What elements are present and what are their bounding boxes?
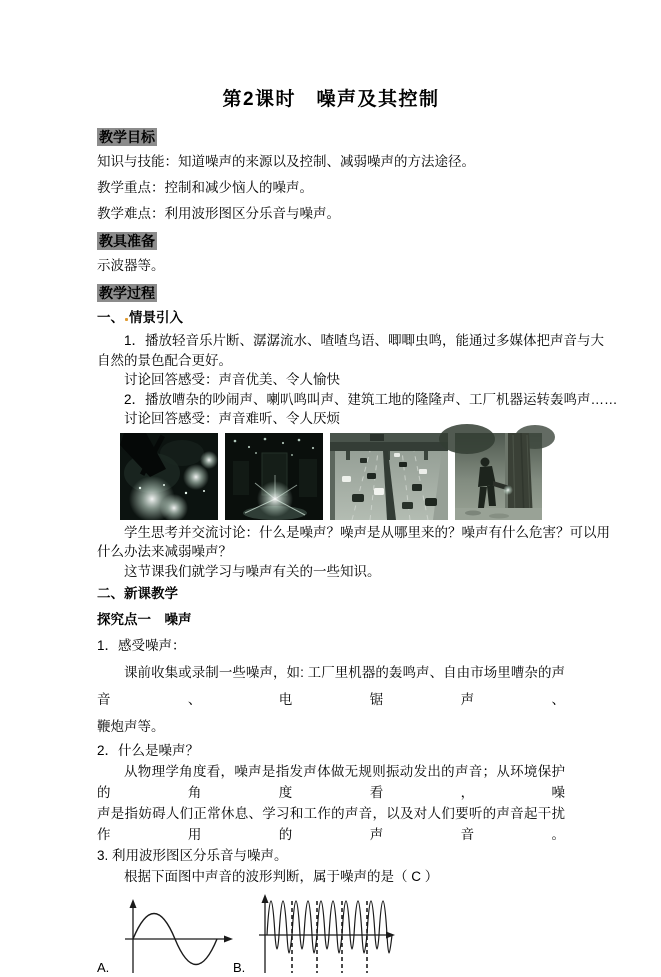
section-intro-title: 情景引入 (129, 310, 183, 325)
section-intro-heading (97, 305, 565, 331)
intro-item2-line: 2．播放嘈杂的吵闹声、喇叭鸣叫声、建筑工地的隆隆声、工厂机器运转轰鸣声…… (124, 391, 618, 407)
factory-sparks-photo (120, 433, 218, 520)
goal-difficulty-line: 教学难点：利用波形图区分乐音与噪声。 (97, 206, 340, 221)
photo-strip (120, 433, 565, 520)
tools-line: 示波器等。 (97, 258, 165, 273)
highway-traffic-photo (330, 433, 448, 520)
think-line1: 学生思考并交流讨论：什么是噪声？噪声是从哪里来的？噪声有什么危害？可以用 (124, 524, 610, 540)
goal-knowledge-line: 知识与技能：知道噪声的来源以及控制、减弱噪声的方法途径。 (97, 154, 475, 169)
waveform-a-label: A. (97, 960, 110, 975)
teach-item1-line2: 鞭炮声等。 (97, 719, 165, 734)
teaching-tools-heading: 教具准备 (99, 233, 155, 249)
teach-item2-line1: 从物理学角度看，噪声是指发声体做无规则振动发出的声音；从环境保护的角度看，噪 (97, 764, 565, 800)
workshop-sparks-photo (225, 433, 323, 520)
waveform-a-figure (123, 899, 233, 977)
waveform-question: 根据下面图中声音的波形判断，属于噪声的是（ C ） (124, 869, 439, 884)
think-line2: 什么办法来减弱噪声？ (97, 544, 232, 559)
teach-item1-line1: 课前收集或录制一些噪声，如: 工厂里机器的轰鸣声、自由市场里嘈杂的声音、电锯声、 (97, 665, 565, 707)
teach-item2-line2: 声是指妨碍人们正常休息、学习和工作的声音，以及对人们要听的声音起干扰作用的声音。 (97, 806, 565, 842)
teaching-goals-heading: 教学目标 (99, 129, 155, 145)
inquiry-point1-heading: 探究点一 噪声 (97, 612, 192, 627)
teach-item1-title: 1．感受噪声： (97, 638, 186, 653)
lead-line: 这节课我们就学习与噪声有关的一些知识。 (124, 563, 381, 579)
goal-focus-line: 教学重点：控制和减少恼人的噪声。 (97, 180, 313, 195)
orange-dot-artifact (125, 318, 128, 321)
intro-item1-line2: 自然的景色配合更好。 (97, 352, 232, 368)
document-content (97, 84, 618, 977)
teach-item3-title: 3. 利用波形图区分乐音与噪声。 (97, 848, 288, 863)
waveform-figures-row (97, 893, 565, 977)
intro-feel2-line: 讨论回答感受：声音难听、令人厌烦 (124, 411, 340, 426)
teach-item2-title: 2．什么是噪声？ (97, 743, 200, 758)
section-newlesson-heading: 二、新课教学 (97, 586, 178, 601)
waveform-b-figure (259, 893, 395, 977)
section-intro-number: 一、 (97, 310, 124, 325)
intro-item1-line1: 1．播放轻音乐片断、潺潺流水、喳喳鸟语、唧唧虫鸣，能通过多媒体把声音与大 (124, 333, 605, 348)
tree-cutting-photo (455, 433, 542, 520)
intro-feel1-line: 讨论回答感受：声音优美、令人愉快 (124, 372, 340, 387)
teaching-process-heading: 教学过程 (99, 285, 155, 301)
waveform-b-label: B. (233, 960, 246, 975)
page-title: 第2课时 噪声及其控制 (222, 89, 440, 110)
